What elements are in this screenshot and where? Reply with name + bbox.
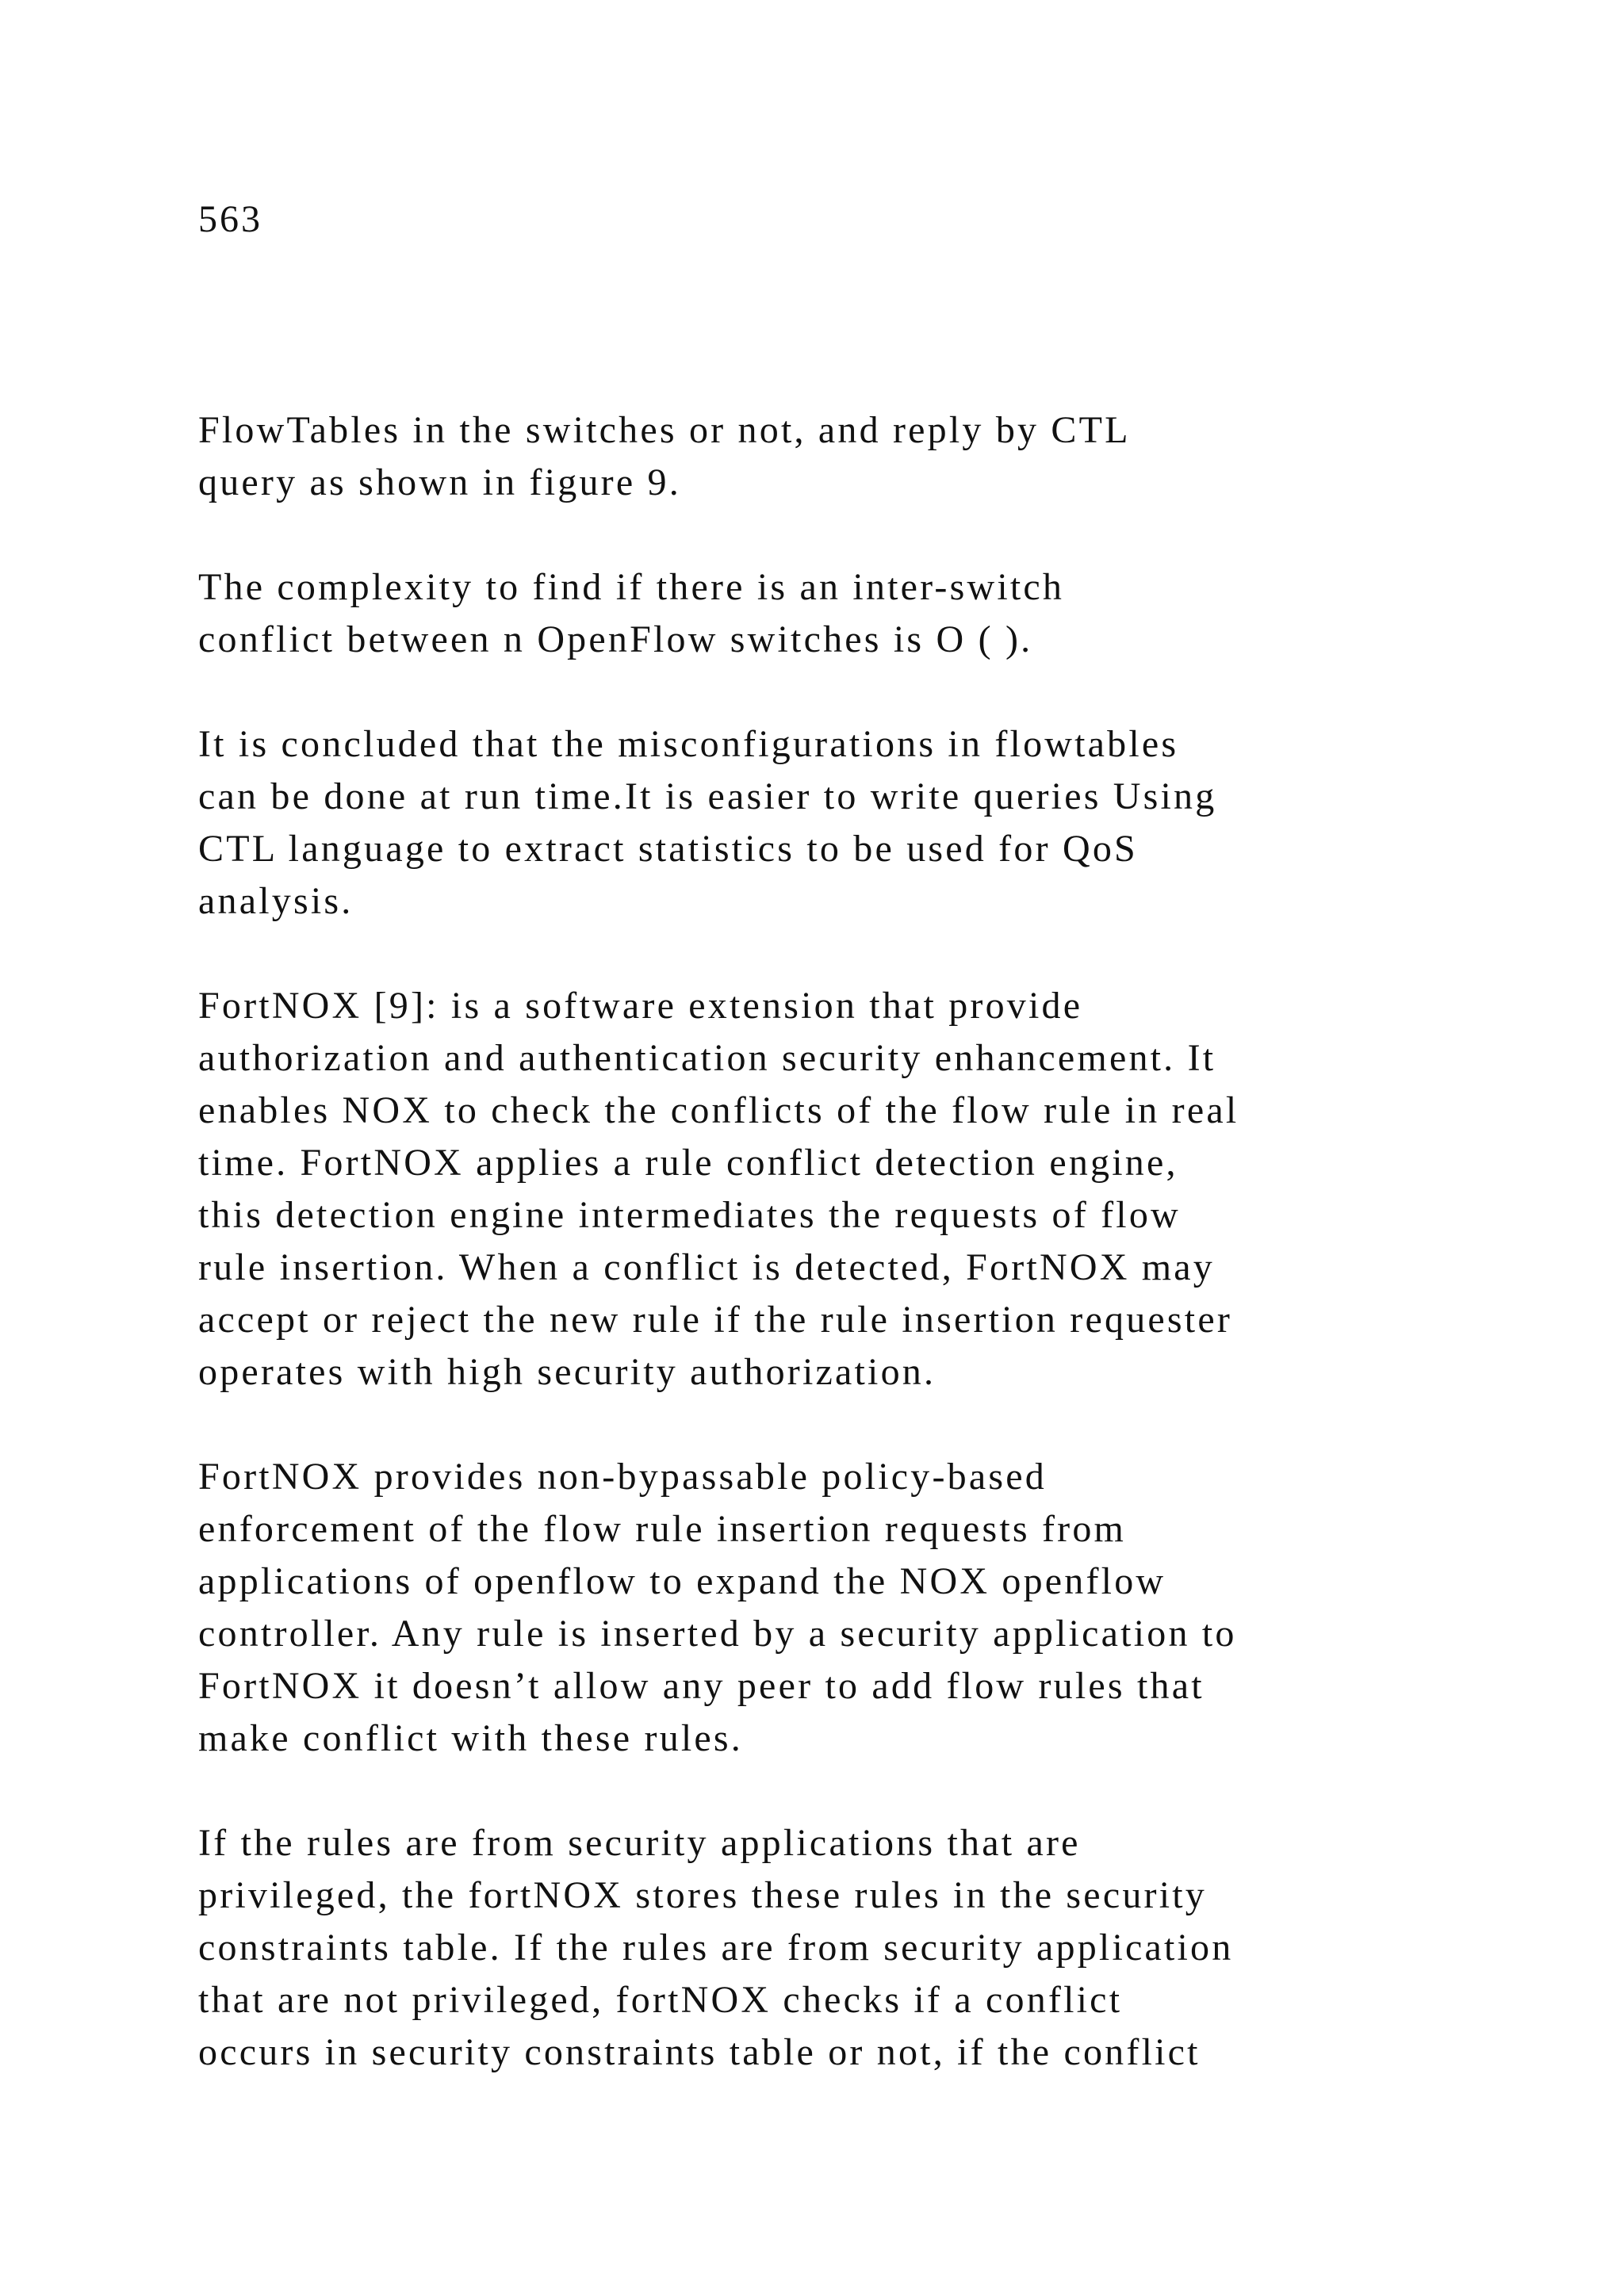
paragraph (198, 561, 1530, 666)
text-line: occurs in security constraints table or not, if the conflict (198, 2031, 1201, 2073)
text-line: enforcement of the flow rule insertion requests from (198, 1508, 1127, 1550)
body-text (198, 404, 1530, 2131)
paragraph (198, 980, 1530, 1399)
text-line: applications of openflow to expand the NOX openflow (198, 1560, 1166, 1602)
text-line: make conflict with these rules. (198, 1717, 744, 1759)
text-line: time. FortNOX applies a rule conflict detection engine, (198, 1142, 1178, 1184)
text-line: query as shown in figure 9. (198, 461, 681, 503)
text-line: conflict between n OpenFlow switches is O ( ). (198, 618, 1033, 660)
text-line: constraints table. If the rules are from security application (198, 1927, 1234, 1969)
text-line: FortNOX provides non-bypassable policy-based (198, 1456, 1047, 1498)
text-line: accept or reject the new rule if the rule insertion requester (198, 1299, 1233, 1341)
text-line: FortNOX it doesn’t allow any peer to add flow rules that (198, 1665, 1205, 1707)
text-line: It is concluded that the misconfigurations in flowtables (198, 723, 1179, 765)
paragraph (198, 718, 1530, 928)
text-line: operates with high security authorization. (198, 1351, 936, 1393)
text-line: FortNOX [9]: is a software extension that provide (198, 985, 1083, 1027)
text-line: privileged, the fortNOX stores these rules in the security (198, 1874, 1207, 1916)
paragraph (198, 1817, 1530, 2079)
page-number: 563 (198, 198, 262, 240)
text-line: enables NOX to check the conflicts of the flow rule in real (198, 1089, 1239, 1131)
text-line: rule insertion. When a conflict is detected, FortNOX may (198, 1246, 1216, 1288)
text-line: The complexity to find if there is an inter-switch (198, 566, 1065, 608)
text-line: that are not privileged, fortNOX checks if a conflict (198, 1979, 1123, 2021)
text-line: If the rules are from security applications that are (198, 1822, 1081, 1864)
text-line: CTL language to extract statistics to be used for QoS (198, 828, 1138, 870)
text-line: this detection engine intermediates the requests of flow (198, 1194, 1181, 1236)
text-line: can be done at run time.It is easier to write queries Using (198, 775, 1217, 817)
text-line: FlowTables in the switches or not, and reply by CTL (198, 409, 1131, 451)
text-line: controller. Any rule is inserted by a security application to (198, 1613, 1237, 1655)
paragraph (198, 1451, 1530, 1765)
text-line: authorization and authentication security enhancement. It (198, 1037, 1216, 1079)
text-line: analysis. (198, 880, 354, 922)
paragraph (198, 404, 1530, 509)
